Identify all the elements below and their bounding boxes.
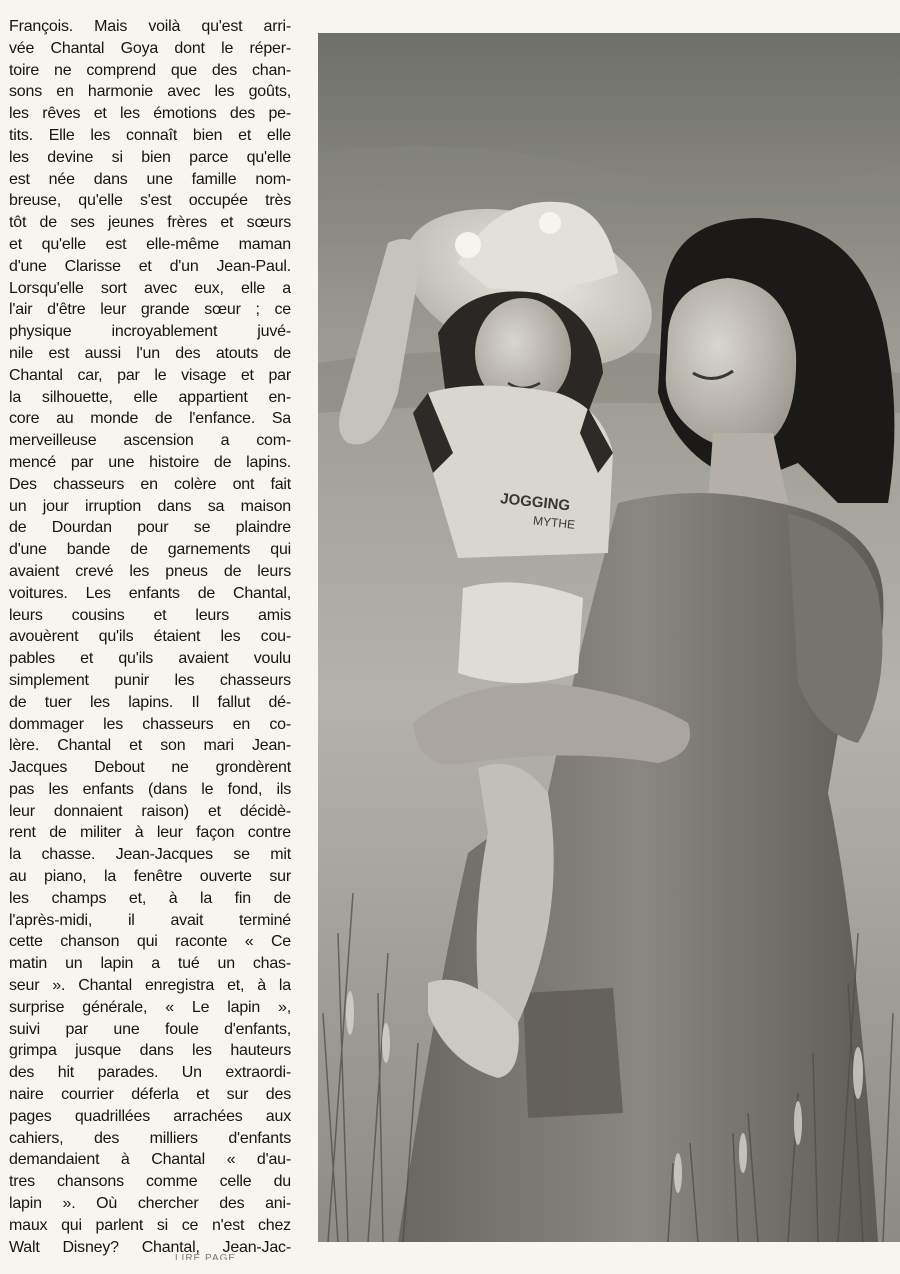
article-line: tres chansons comme celle du (9, 1173, 291, 1191)
article-line: core au monde de l'enfance. Sa (9, 410, 291, 428)
article-line: lère. Chantal et son mari Jean- (9, 737, 291, 755)
article-line: Lorsqu'elle sort avec eux, elle a (9, 279, 291, 297)
article-line: maux qui parlent si ce n'est chez (9, 1216, 291, 1234)
article-line: cette chanson qui raconte « Ce (9, 933, 291, 951)
article-line: la silhouette, elle appartient en- (9, 388, 291, 406)
article-line: la chasse. Jean-Jacques se mit (9, 846, 291, 864)
article-line: voitures. Les enfants de Chantal, (9, 584, 291, 602)
article-line: pas les enfants (dans le fond, ils (9, 780, 291, 798)
article-line: merveilleuse ascension a com- (9, 432, 291, 450)
article-line: suivi par une foule d'enfants, (9, 1020, 291, 1038)
article-line: des hit parades. Un extraordi- (9, 1064, 291, 1082)
article-line: avouèrent qu'ils étaient les cou- (9, 628, 291, 646)
article-line: pages quadrillées arrachées aux (9, 1107, 291, 1125)
article-line: l'après-midi, il avait terminé (9, 911, 291, 929)
article-line: toire ne comprend que des chan- (9, 61, 291, 79)
article-line: les rêves et les émotions des pe- (9, 105, 291, 123)
article-line: leurs cousins et leurs amis (9, 606, 291, 624)
article-line: sons en harmonie avec les goûts, (9, 83, 291, 101)
article-line: est née dans une famille nom- (9, 170, 291, 188)
article-line: dommager les chasseurs en co- (9, 715, 291, 733)
article-line: les devine si bien parce qu'elle (9, 148, 291, 166)
article-line: tôt de ses jeunes frères et sœurs (9, 214, 291, 232)
page-continuation-mark: LIRE PAGE (175, 1253, 237, 1260)
article-line: et qu'elle est elle-même maman (9, 235, 291, 253)
article-line: surprise générale, « Le lapin », (9, 998, 291, 1016)
article-line: naire courrier déferla et sur des (9, 1086, 291, 1104)
article-line: au piano, la fenêtre ouverte sur (9, 868, 291, 886)
article-line: simplement punir les chasseurs (9, 671, 291, 689)
article-line: leur donnaient raison) et décidè- (9, 802, 291, 820)
article-line: rent de militer à leur façon contre (9, 824, 291, 842)
article-line: vée Chantal Goya dont le réper- (9, 39, 291, 57)
article-line: les champs et, à la fin de (9, 889, 291, 907)
article-line: l'air d'être leur grande sœur ; ce (9, 301, 291, 319)
article-photo (318, 33, 900, 1242)
tshirt-print-line-2: MYTHE (532, 513, 576, 532)
article-line: de tuer les lapins. Il fallut dé- (9, 693, 291, 711)
article-line: matin un lapin a tué un chas- (9, 955, 291, 973)
article-line: Des chasseurs en colère ont fait (9, 475, 291, 493)
article-text-column (9, 16, 291, 1256)
tshirt-print: JOGGING (499, 490, 571, 515)
article-line: pables et qu'ils avaient voulu (9, 650, 291, 668)
article-line: nile est aussi l'un des atouts de (9, 344, 291, 362)
article-line: breuse, qu'elle s'est occupée très (9, 192, 291, 210)
article-line: Walt Disney? Chantal, Jean-Jac- (9, 1238, 291, 1256)
article-line: un jour irruption dans sa maison (9, 497, 291, 515)
article-line: grimpa jusque dans les hauteurs (9, 1042, 291, 1060)
article-line: mencé par une histoire de lapins. (9, 453, 291, 471)
article-line: lapin ». Où chercher des ani- (9, 1195, 291, 1213)
article-line: seur ». Chantal enregistra et, à la (9, 977, 291, 995)
article-line: d'une bande de garnements qui (9, 541, 291, 559)
article-line: demandaient à Chantal « d'au- (9, 1151, 291, 1169)
article-line: Chantal car, par le visage et par (9, 366, 291, 384)
article-line: physique incroyablement juvé- (9, 323, 291, 341)
article-line: cahiers, des milliers d'enfants (9, 1129, 291, 1147)
article-line: François. Mais voilà qu'est arri- (9, 18, 291, 35)
article-line: d'une Clarisse et d'un Jean-Paul. (9, 257, 291, 275)
article-line: tits. Elle les connaît bien et elle (9, 126, 291, 144)
article-line: avaient crevé les pneus de leurs (9, 562, 291, 580)
article-line: de Dourdan pour se plaindre (9, 519, 291, 537)
article-line: Jacques Debout ne grondèrent (9, 759, 291, 777)
